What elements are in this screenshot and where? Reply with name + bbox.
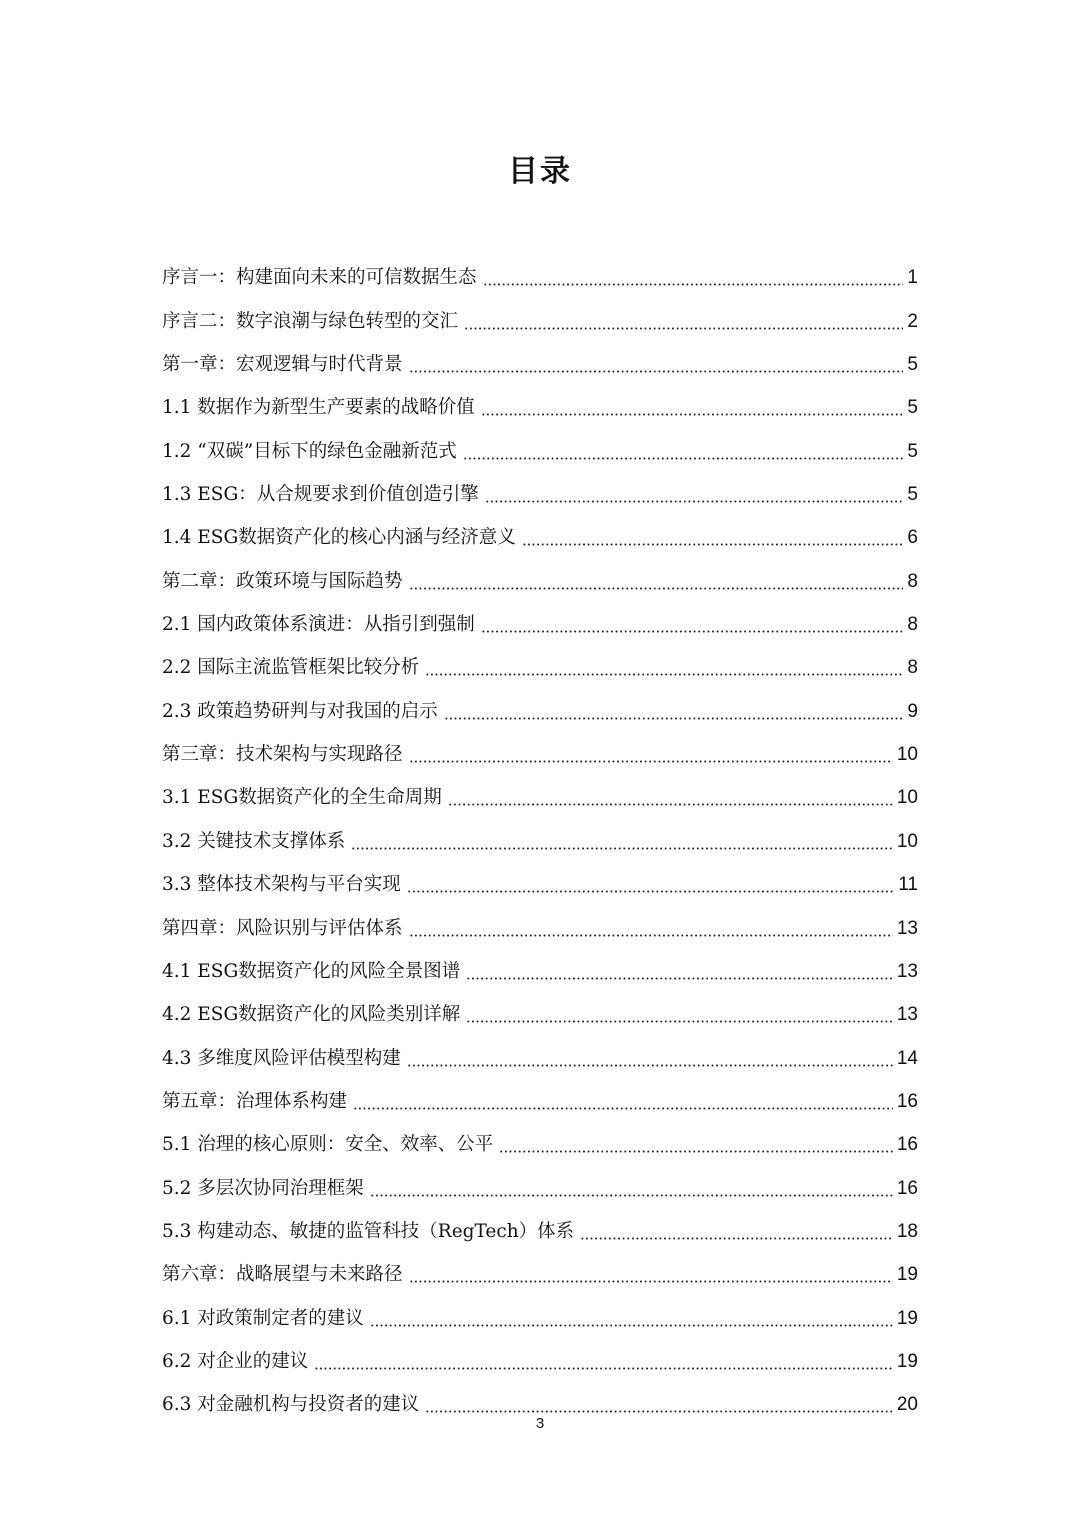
toc-entry[interactable] <box>162 1204 918 1247</box>
dot-leader <box>409 587 904 590</box>
dot-leader <box>409 760 893 763</box>
toc-entry-label: 第五章：治理体系构建 <box>162 1090 348 1112</box>
toc-entry-label: 5.2 多层次协同治理框架 <box>162 1177 364 1199</box>
dot-leader <box>353 1107 893 1110</box>
toc-entry-page: 19 <box>896 1264 918 1286</box>
toc-entry[interactable] <box>162 727 918 770</box>
toc-entry-label: 5.3 构建动态、敏捷的监管科技（RegTech）体系 <box>162 1220 575 1242</box>
toc-entry-page: 5 <box>907 440 918 462</box>
toc-entry-label: 1.4 ESG数据资产化的核心内涵与经济意义 <box>162 527 516 549</box>
dot-leader <box>522 543 904 546</box>
dot-leader <box>483 283 904 286</box>
toc-entry[interactable] <box>162 640 918 683</box>
toc-entry[interactable] <box>162 597 918 640</box>
toc-entry-page: 11 <box>898 874 918 896</box>
toc-entry-page: 10 <box>896 787 918 809</box>
toc-entry[interactable] <box>162 1247 918 1290</box>
toc-entry-page: 5 <box>907 354 918 376</box>
toc-entry-label: 3.1 ESG数据资产化的全生命周期 <box>162 787 442 809</box>
toc-entry[interactable] <box>162 553 918 596</box>
toc-entry-label: 1.1 数据作为新型生产要素的战略价值 <box>162 397 475 419</box>
toc-entry-label: 5.1 治理的核心原则：安全、效率、公平 <box>162 1134 494 1156</box>
table-of-contents <box>162 250 918 1420</box>
toc-entry-label: 1.2 “双碳”目标下的绿色金融新范式 <box>162 440 457 462</box>
dot-leader <box>444 717 904 720</box>
dot-leader <box>466 977 893 980</box>
toc-entry-page: 18 <box>896 1220 918 1242</box>
page-number: 3 <box>535 1415 545 1432</box>
dot-leader <box>370 1324 893 1327</box>
toc-entry[interactable] <box>162 467 918 510</box>
toc-entry-label: 第二章：政策环境与国际趋势 <box>162 570 403 592</box>
toc-entry-label: 序言一：构建面向未来的可信数据生态 <box>162 267 477 289</box>
toc-entry[interactable] <box>162 1334 918 1377</box>
toc-entry[interactable] <box>162 857 918 900</box>
toc-entry[interactable] <box>162 380 918 423</box>
toc-entry[interactable] <box>162 423 918 466</box>
toc-entry-label: 2.2 国际主流监管框架比较分析 <box>162 657 420 679</box>
toc-entry-page: 19 <box>896 1307 918 1329</box>
toc-entry-page: 10 <box>896 830 918 852</box>
toc-entry[interactable] <box>162 510 918 553</box>
toc-entry-page: 8 <box>907 614 918 636</box>
dot-leader <box>580 1237 893 1240</box>
toc-entry[interactable] <box>162 770 918 813</box>
toc-entry[interactable] <box>162 987 918 1030</box>
toc-entry-label: 3.3 整体技术架构与平台实现 <box>162 874 401 896</box>
toc-entry-label: 6.3 对金融机构与投资者的建议 <box>162 1394 420 1416</box>
toc-entry-page: 16 <box>896 1134 918 1156</box>
toc-entry[interactable] <box>162 1117 918 1160</box>
toc-entry-page: 20 <box>896 1394 918 1416</box>
toc-entry[interactable] <box>162 813 918 856</box>
toc-entry-page: 1 <box>907 267 918 289</box>
toc-entry[interactable] <box>162 1074 918 1117</box>
toc-entry-page: 9 <box>907 700 918 722</box>
dot-leader <box>407 1064 893 1067</box>
toc-entry-page: 5 <box>907 397 918 419</box>
page-title: 目录 <box>508 154 572 189</box>
toc-entry-label: 4.3 多维度风险评估模型构建 <box>162 1047 401 1069</box>
toc-entry-label: 2.3 政策趋势研判与对我国的启示 <box>162 700 438 722</box>
toc-entry-page: 13 <box>896 1004 918 1026</box>
toc-entry-page: 10 <box>896 744 918 766</box>
toc-entry-page: 13 <box>896 960 918 982</box>
toc-entry-label: 序言二：数字浪潮与绿色转型的交汇 <box>162 310 459 332</box>
toc-entry[interactable] <box>162 1030 918 1073</box>
toc-entry-label: 第一章：宏观逻辑与时代背景 <box>162 354 403 376</box>
toc-entry-label: 第三章：技术架构与实现路径 <box>162 744 403 766</box>
dot-leader <box>448 803 893 806</box>
dot-leader <box>409 1280 893 1283</box>
dot-leader <box>314 1367 893 1370</box>
toc-entry[interactable] <box>162 250 918 293</box>
toc-entry-page: 2 <box>907 310 918 332</box>
toc-entry[interactable] <box>162 1160 918 1203</box>
dot-leader <box>464 327 903 330</box>
toc-entry-label: 1.3 ESG：从合规要求到价值创造引擎 <box>162 484 479 506</box>
dot-leader <box>481 630 904 633</box>
toc-entry-page: 8 <box>907 657 918 679</box>
toc-entry[interactable] <box>162 1290 918 1333</box>
dot-leader <box>407 890 894 893</box>
toc-entry-page: 5 <box>907 484 918 506</box>
toc-entry-page: 6 <box>907 527 918 549</box>
dot-leader <box>409 370 904 373</box>
dot-leader <box>425 673 903 676</box>
dot-leader <box>370 1194 893 1197</box>
dot-leader <box>463 457 904 460</box>
toc-entry-label: 3.2 关键技术支撑体系 <box>162 830 346 852</box>
toc-entry-page: 19 <box>896 1350 918 1372</box>
toc-entry-label: 2.1 国内政策体系演进：从指引到强制 <box>162 614 475 636</box>
toc-entry-label: 第六章：战略展望与未来路径 <box>162 1264 403 1286</box>
toc-entry[interactable] <box>162 900 918 943</box>
toc-entry-label: 6.2 对企业的建议 <box>162 1350 309 1372</box>
dot-leader <box>425 1410 893 1413</box>
toc-entry[interactable] <box>162 337 918 380</box>
dot-leader <box>499 1150 893 1153</box>
toc-entry-label: 6.1 对政策制定者的建议 <box>162 1307 364 1329</box>
dot-leader <box>481 413 904 416</box>
toc-entry[interactable] <box>162 293 918 336</box>
dot-leader <box>485 500 904 503</box>
toc-entry[interactable] <box>162 944 918 987</box>
toc-entry[interactable] <box>162 1377 918 1420</box>
toc-entry[interactable] <box>162 683 918 726</box>
dot-leader <box>351 847 893 850</box>
toc-entry-label: 4.2 ESG数据资产化的风险类别详解 <box>162 1004 461 1026</box>
toc-entry-page: 8 <box>907 570 918 592</box>
toc-entry-page: 14 <box>896 1047 918 1069</box>
dot-leader <box>409 934 893 937</box>
dot-leader <box>466 1020 893 1023</box>
toc-entry-page: 16 <box>896 1090 918 1112</box>
toc-entry-page: 16 <box>896 1177 918 1199</box>
toc-entry-label: 4.1 ESG数据资产化的风险全景图谱 <box>162 960 461 982</box>
toc-entry-page: 13 <box>896 917 918 939</box>
toc-entry-label: 第四章：风险识别与评估体系 <box>162 917 403 939</box>
